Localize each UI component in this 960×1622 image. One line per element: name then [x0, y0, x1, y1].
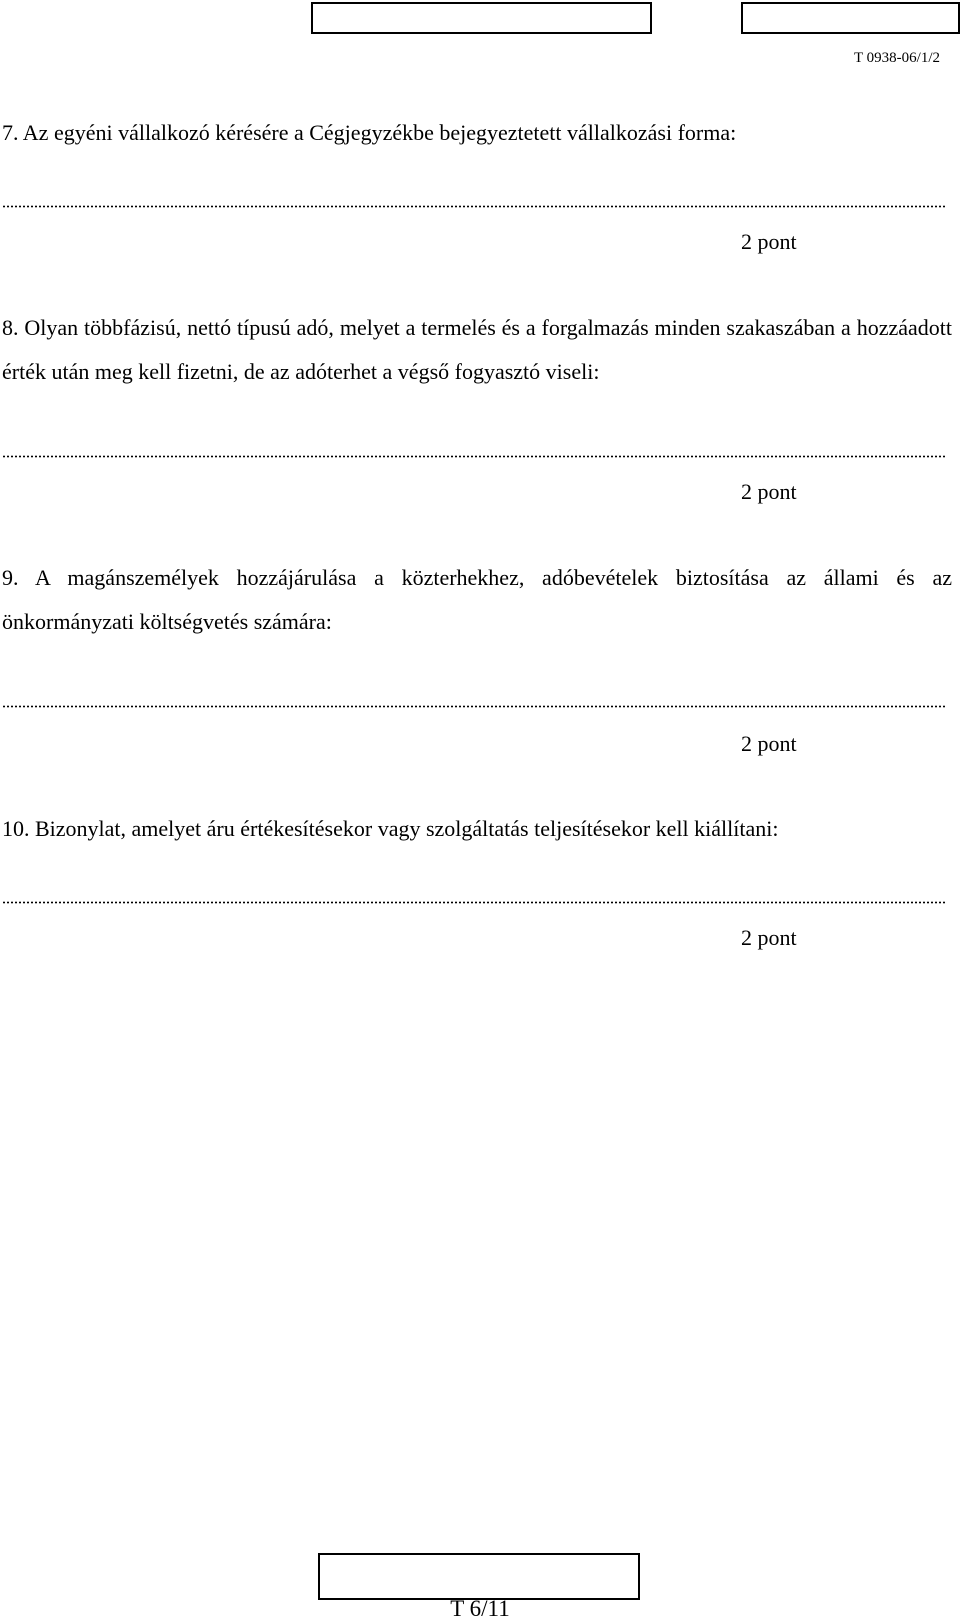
score-box-left: [311, 2, 652, 34]
question-7-points: 2 pont: [741, 229, 797, 254]
question-9-text: 9. A magánszemélyek hozzájárulása a közterhekhez, adóbevételek biztosítása az állami és az önkormányzati költségvetés számára:: [2, 565, 952, 634]
document-code: T 0938-06/1/2: [854, 50, 940, 66]
score-box-bottom: [318, 1553, 640, 1600]
question-9-answer-line[interactable]: [2, 705, 946, 708]
page-number: T 6/11: [450, 1596, 510, 1621]
question-8-answer-line[interactable]: [2, 455, 946, 458]
question-9-points: 2 pont: [741, 731, 797, 756]
question-10-points: 2 pont: [741, 925, 797, 950]
question-7-text: 7. Az egyéni vállalkozó kérésére a Cégjegyzékbe bejegyeztetett vállalkozási forma:: [2, 120, 737, 145]
question-7-answer-line[interactable]: [2, 205, 946, 208]
score-box-right: [741, 2, 960, 34]
question-8-points: 2 pont: [741, 479, 797, 504]
question-8-text: 8. Olyan többfázisú, nettó típusú adó, melyet a termelés és a forgalmazás minden szakaszában a hozzáadott érték után meg kell fizetni, de az adóterhet a végső fogyasztó viseli:: [2, 315, 952, 384]
question-10-answer-line[interactable]: [2, 901, 946, 904]
question-10-text: 10. Bizonylat, amelyet áru értékesítésekor vagy szolgáltatás teljesítésekor kell kiállítani:: [2, 816, 779, 841]
